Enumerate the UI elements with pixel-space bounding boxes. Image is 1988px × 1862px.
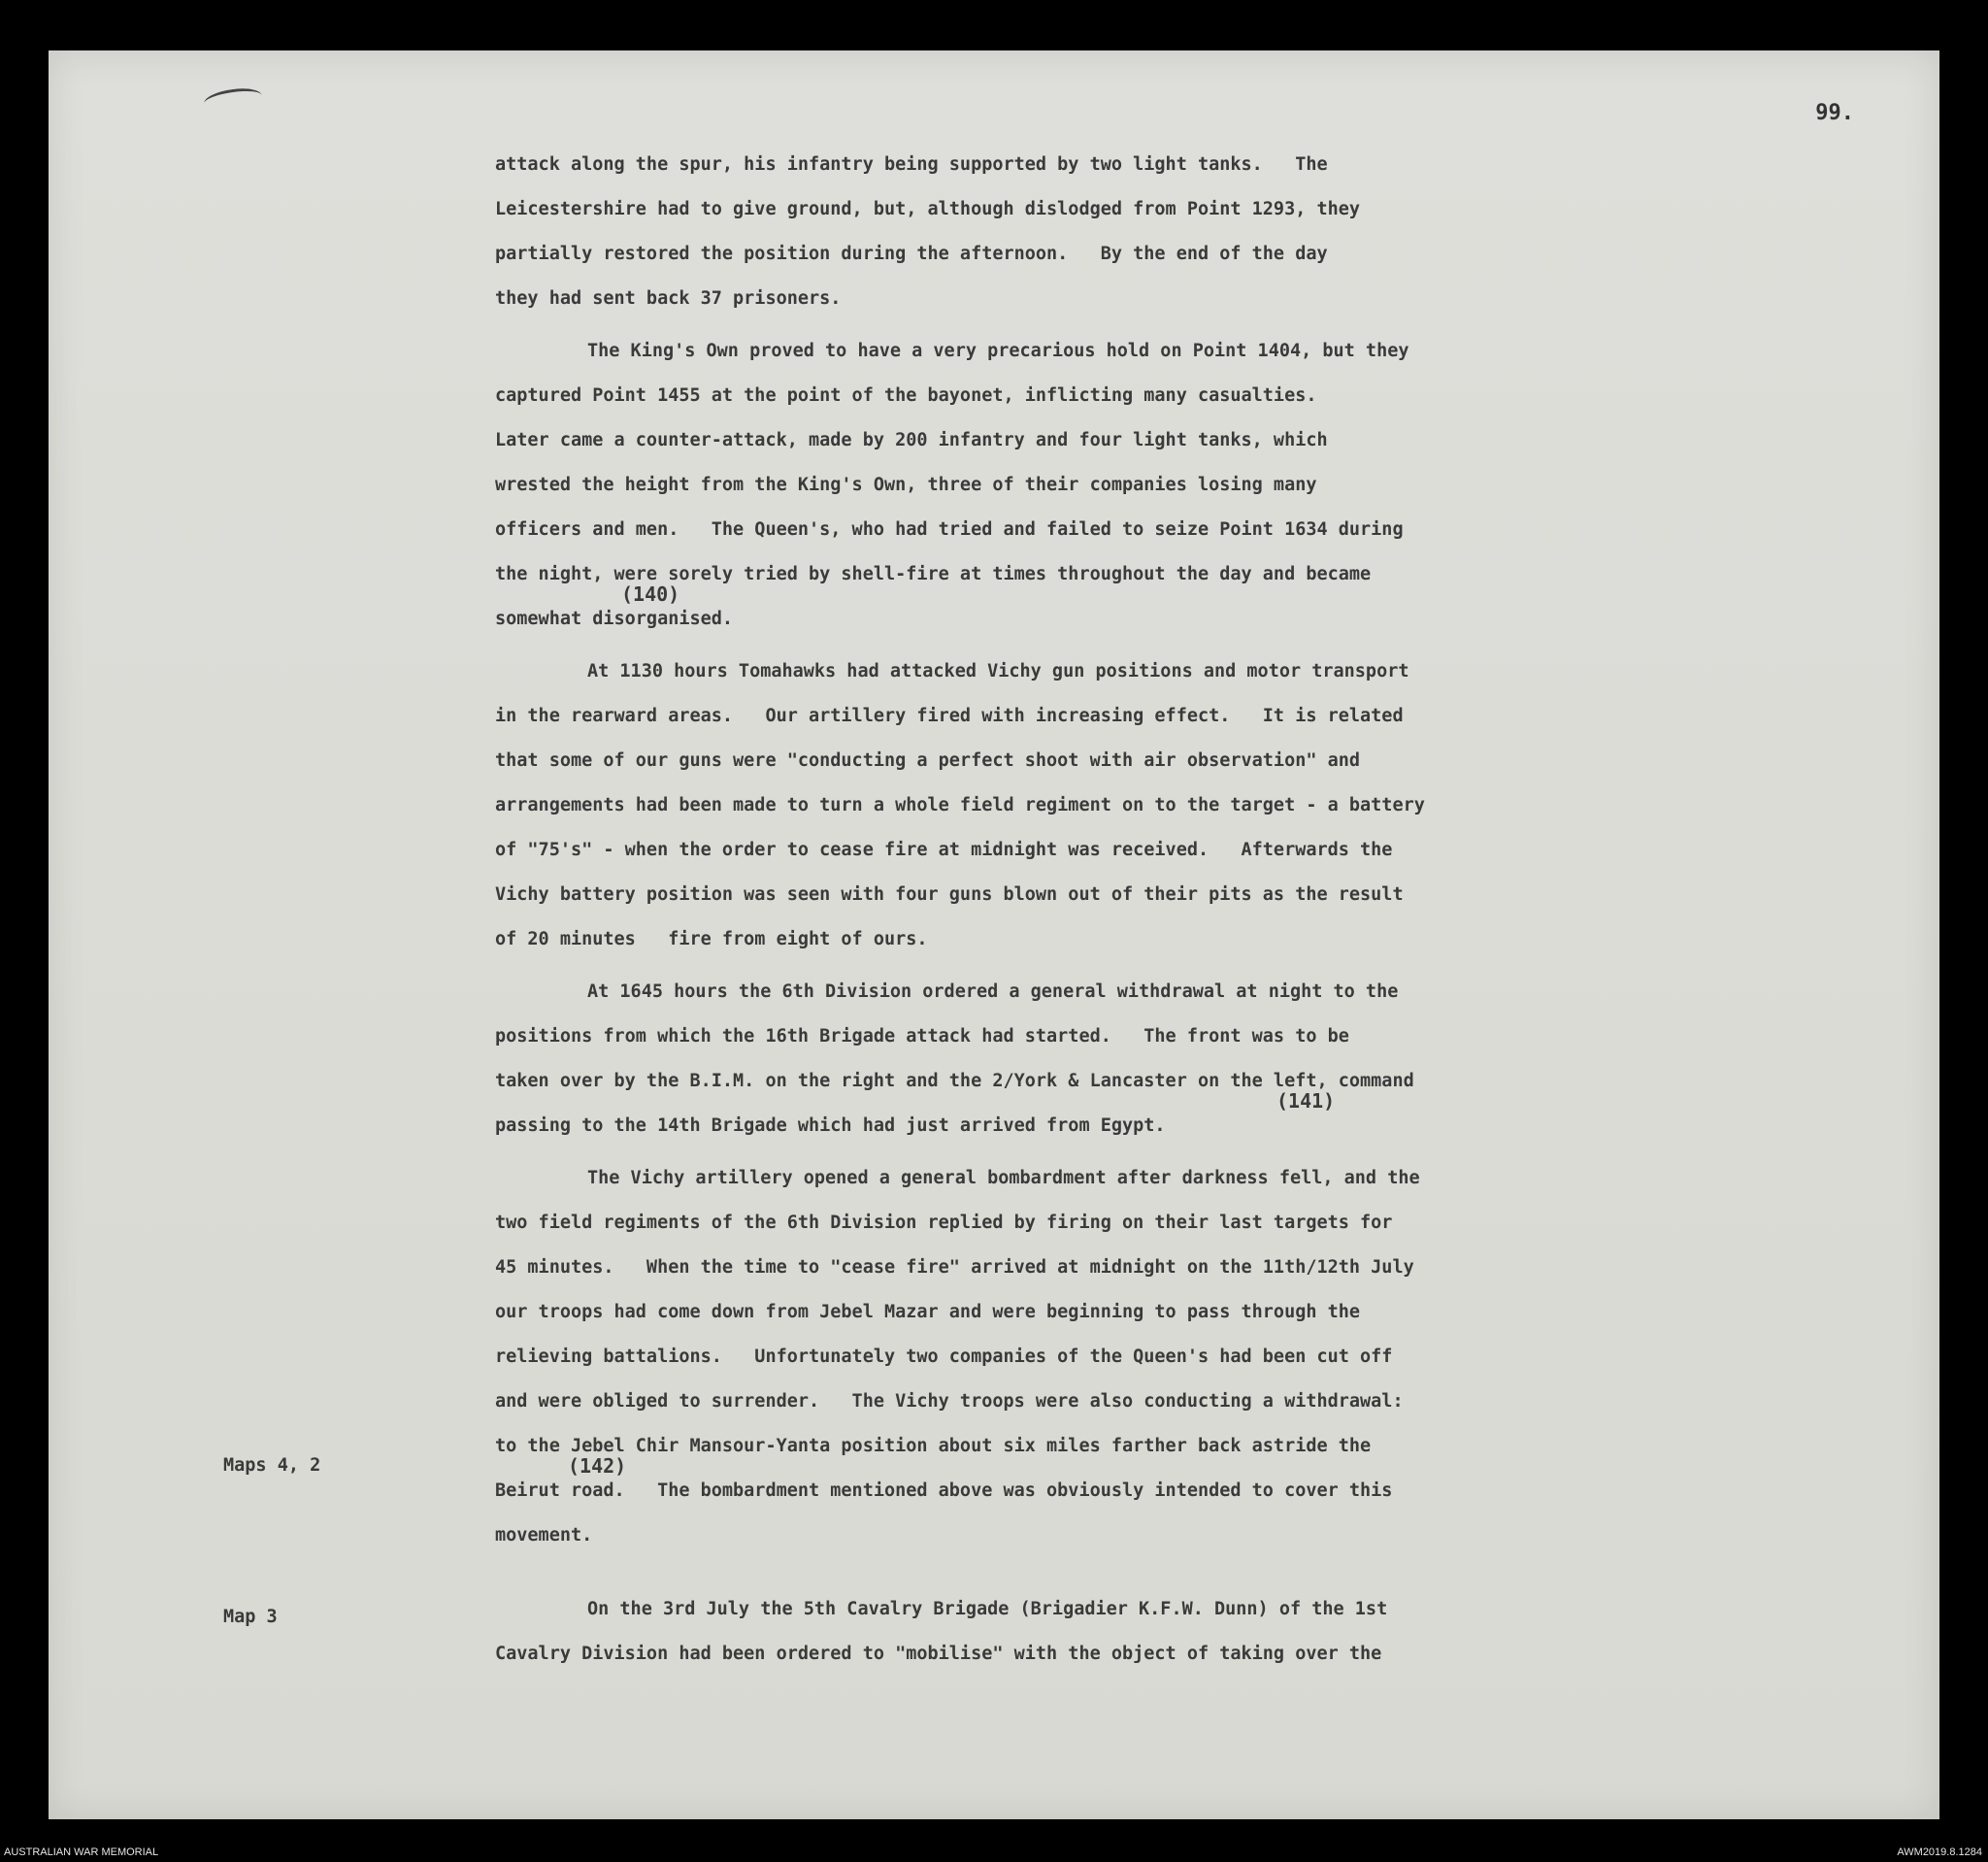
text-line: of 20 minutes fire from eight of ours. — [495, 929, 928, 949]
text-span: somewhat disorganised. — [495, 609, 734, 629]
text-span: passing to the 14th Brigade which had just arrived from Egypt. — [495, 1115, 1166, 1136]
document-body — [495, 143, 1718, 1684]
text-span: Beirut road. The bombardment mentioned above was obviously intended to cover this — [495, 1480, 1393, 1501]
text-line: and were obliged to surrender. The Vichy troops were also conducting a withdrawal: — [495, 1391, 1404, 1412]
text-line: partially restored the position during the afternoon. By the end of the day — [495, 244, 1328, 264]
page-number: 99. — [1815, 101, 1854, 125]
text-line: captured Point 1455 at the point of the bayonet, inflicting many casualties. — [495, 385, 1317, 406]
paragraph-6 — [495, 1587, 1718, 1677]
text-line: The Vichy artillery opened a general bombardment after darkness fell, and the — [587, 1168, 1420, 1188]
text-line: that some of our guns were "conducting a perfect shoot with air observation" and — [495, 750, 1361, 771]
text-line: At 1130 hours Tomahawks had attacked Vichy gun positions and motor transport — [587, 661, 1409, 682]
text-line: in the rearward areas. Our artillery fired with increasing effect. It is related — [495, 706, 1404, 726]
text-line: to the Jebel Chir Mansour-Yanta position about six miles farther back astride the — [495, 1436, 1372, 1456]
margin-note-map-3: Map 3 — [223, 1607, 278, 1627]
paragraph-3 — [495, 649, 1718, 962]
margin-note-maps-4-2: Maps 4, 2 — [223, 1455, 321, 1476]
text-line: movement. — [495, 1525, 593, 1546]
text-line: positions from which the 16th Brigade attack had started. The front was to be — [495, 1026, 1349, 1047]
text-line: Leicestershire had to give ground, but, although dislodged from Point 1293, they — [495, 199, 1361, 219]
paragraph-1 — [495, 143, 1718, 321]
footnote-ref-142: (142) — [568, 1454, 627, 1478]
text-line: wrested the height from the King's Own, three of their companies losing many — [495, 475, 1317, 495]
text-line: 45 minutes. When the time to "cease fire" arrived at midnight on the 11th/12th July — [495, 1257, 1414, 1278]
text-line: On the 3rd July the 5th Cavalry Brigade (Brigadier K.F.W. Dunn) of the 1st — [587, 1599, 1388, 1619]
text-line-with-footnote — [495, 582, 1718, 642]
footer-credit: AUSTRALIAN WAR MEMORIAL — [4, 1846, 159, 1858]
text-line: the night, were sorely tried by shell-fire at times throughout the day and became — [495, 564, 1372, 584]
text-line-with-footnote — [495, 1454, 1718, 1513]
text-line-with-footnote — [495, 1089, 1718, 1148]
paragraph-4 — [495, 970, 1718, 1148]
text-line: relieving battalions. Unfortunately two companies of the Queen's had been cut off — [495, 1347, 1393, 1367]
text-line: officers and men. The Queen's, who had tried and failed to seize Point 1634 during — [495, 519, 1404, 540]
text-line: our troops had come down from Jebel Mazar and were beginning to pass through the — [495, 1302, 1361, 1322]
text-line: At 1645 hours the 6th Division ordered a general withdrawal at night to the — [587, 981, 1399, 1002]
text-line: they had sent back 37 prisoners. — [495, 288, 842, 309]
footnote-ref-141: (141) — [1276, 1089, 1336, 1113]
text-line: of "75's" - when the order to cease fire at midnight was received. Afterwards the — [495, 840, 1393, 860]
footer-accession-number: AWM2019.8.1284 — [1897, 1846, 1982, 1858]
paragraph-5 — [495, 1156, 1718, 1558]
text-line: The King's Own proved to have a very precarious hold on Point 1404, but they — [587, 341, 1409, 361]
text-line: two field regiments of the 6th Division replied by firing on their last targets for — [495, 1213, 1393, 1233]
text-line: taken over by the B.I.M. on the right and the 2/York & Lancaster on the left, command — [495, 1071, 1414, 1091]
text-line: Cavalry Division had been ordered to "mobilise" with the object of taking over the — [495, 1644, 1382, 1664]
text-line: Vichy battery position was seen with four guns blown out of their pits as the result — [495, 884, 1404, 905]
text-line: attack along the spur, his infantry being supported by two light tanks. The — [495, 154, 1328, 175]
document-page — [49, 50, 1939, 1819]
footnote-ref-140: (140) — [621, 582, 680, 606]
paragraph-2 — [495, 329, 1718, 642]
text-line: Later came a counter-attack, made by 200 infantry and four light tanks, which — [495, 430, 1328, 450]
text-line: arrangements had been made to turn a whole field regiment on to the target - a battery — [495, 795, 1425, 815]
pen-mark — [203, 85, 263, 114]
